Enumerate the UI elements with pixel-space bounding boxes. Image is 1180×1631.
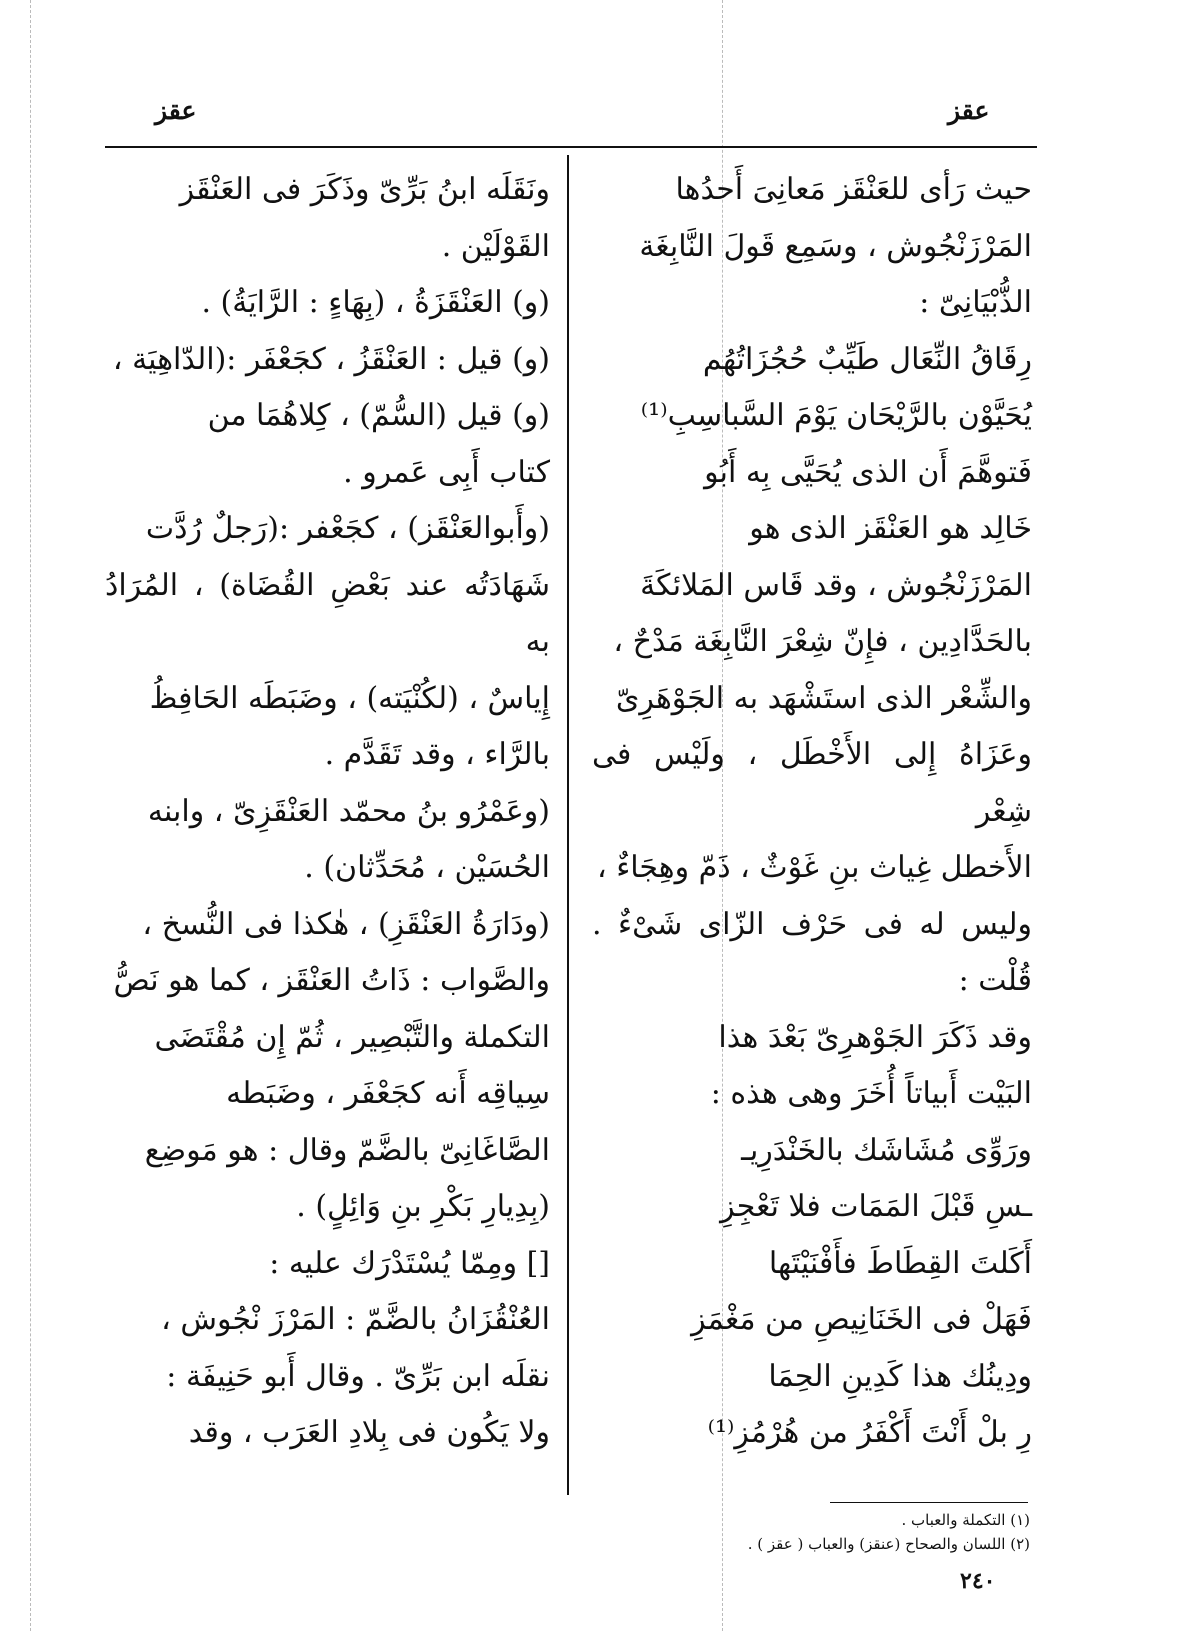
left-column [105, 162, 550, 1512]
footnote: (٢) اللسان والصحاح (عنقز) والعباب ( عقز ) . [747, 1535, 1030, 1553]
paragraph: (و) العَنْقَزَةُ ، (بِهَاءٍ : الرَّايَةُ) . [201, 285, 550, 320]
footnote-rule [830, 1502, 1028, 1503]
page-edge-line [30, 0, 31, 1631]
paragraph: (وعَمْرُو بنُ محمّد العَنْقَزِىّ ، وابنه الحُسَيْن ، مُحَدِّثان) . [147, 793, 550, 885]
paragraph: (وأَبوالعَنْقَز) ، كجَعْفر :(رَجلٌ رُدَّت شَهَادَتُه عند بَعْضِ القُضَاة) ، المُرَادُ به إِياسٌ ، (لكُنْيَته) ، وضَبَطَه الحَافِظُ بالرَّاء ، وقد تَقَدَّم . [105, 511, 550, 772]
paragraph: حيث رَأى للعَنْقَز مَعانِىَ أَحدُها المَرْزَنْجُوش ، وسَمِع قَولَ النَّابِغَة الذُّبْيَانِىّ : [639, 172, 1032, 320]
page-number: ٢٤٠ [960, 1568, 996, 1594]
header-word-right: عقز [948, 96, 990, 125]
column-divider [567, 155, 569, 1495]
verse: رِقَاقُ النِّعَال طَيِّبٌ حُجُزَاتُهُم يُحَيَّوْن بالرَّيْحَان يَوْمَ السَّباسِبِ⁽¹⁾ [640, 341, 1032, 433]
header-word-left: عقز [155, 96, 197, 125]
paragraph: العُنْقُزَانُ بالضَّمّ : المَرْزَ نْجُوش ، نقلَه ابن بَرِّىّ . وقال أَبو حَنِيفَة : ولا يَكُون فى بِلادِ العَرَب ، وقد [161, 1302, 550, 1450]
paragraph: ونَقَلَه ابنُ بَرِّىّ وذَكَرَ فى العَنْقَز القَوْلَيْن . [179, 172, 550, 264]
paragraph: (ودَارَةُ العَنْقَزِ) ، هٰكذا فى النُّسخ ، والصَّواب : ذَاتُ العَنْقَز ، كما هو نَصُّ التكملة والتَّبْصِير ، ثُمّ إِن مُقْتَضَى سِياقِه أَنه كجَعْفَر ، وضَبَطه الصَّاغَانِىّ بالضَّمّ وقال : هو مَوضِع (بِدِيارِ بَكْرِ بنِ وَائِلٍ) . [113, 906, 550, 1224]
verse: ورَوِّى مُشَاشَك بالخَنْدَرِيـ ـسِ قَبْلَ المَمَات فلا تَعْجِزِ أَكَلتَ القِطَاطَ فأَفْنَيْتَها فَهَلْ فى الخَنَانِيصِ من مَغْمَزِ ودِينُك هذا كَدِينِ الحِمَا رِ بلْ أَنْتَ أَكْفَرُ من هُرْمُزِ⁽¹⁾ [691, 1132, 1032, 1450]
footnote: (١) التكملة والعباب . [901, 1511, 1030, 1529]
paragraph: [] ومِمّا يُسْتَدْرَك عليه : [269, 1245, 550, 1281]
right-column [592, 162, 1032, 1512]
paragraph: (و) قيل : العَنْقَزُ ، كجَعْفَر :(الدّاهِيَة ، [112, 341, 550, 377]
header-rule [105, 146, 1037, 148]
paragraph: (و) قيل (السُّمّ) ، كِلاهُمَا من كتاب أَبِى عَمرو . [207, 398, 550, 490]
footnotes [740, 1508, 1030, 1556]
paragraph: فَتوهَّمَ أَن الذى يُحَيَّى بِه أَبُو خَالِد هو العَنْقَز الذى هو المَرْزَنْجُوش ، وقد قَاس المَلائكَةَ بالحَدَّادِين ، فإِنّ شِعْرَ النَّابِغَة مَدْحٌ ، والشِّعْر الذى استَشْهَد به الجَوْهَرِىّ وعَزَاهُ إِلى الأَخْطَل ، ولَيْس فى شِعْر الأَخطل غِياث بنِ غَوْثٌ ، ذَمّ وهِجَاءٌ ، وليس له فى حَرْف الزّاى شَىْءٌ . قُلْت : وقد ذَكَرَ الجَوْهرِىّ بَعْدَ هذا البَيْت أَبياتاً أُخَرَ وهى هذه : [592, 454, 1032, 1111]
